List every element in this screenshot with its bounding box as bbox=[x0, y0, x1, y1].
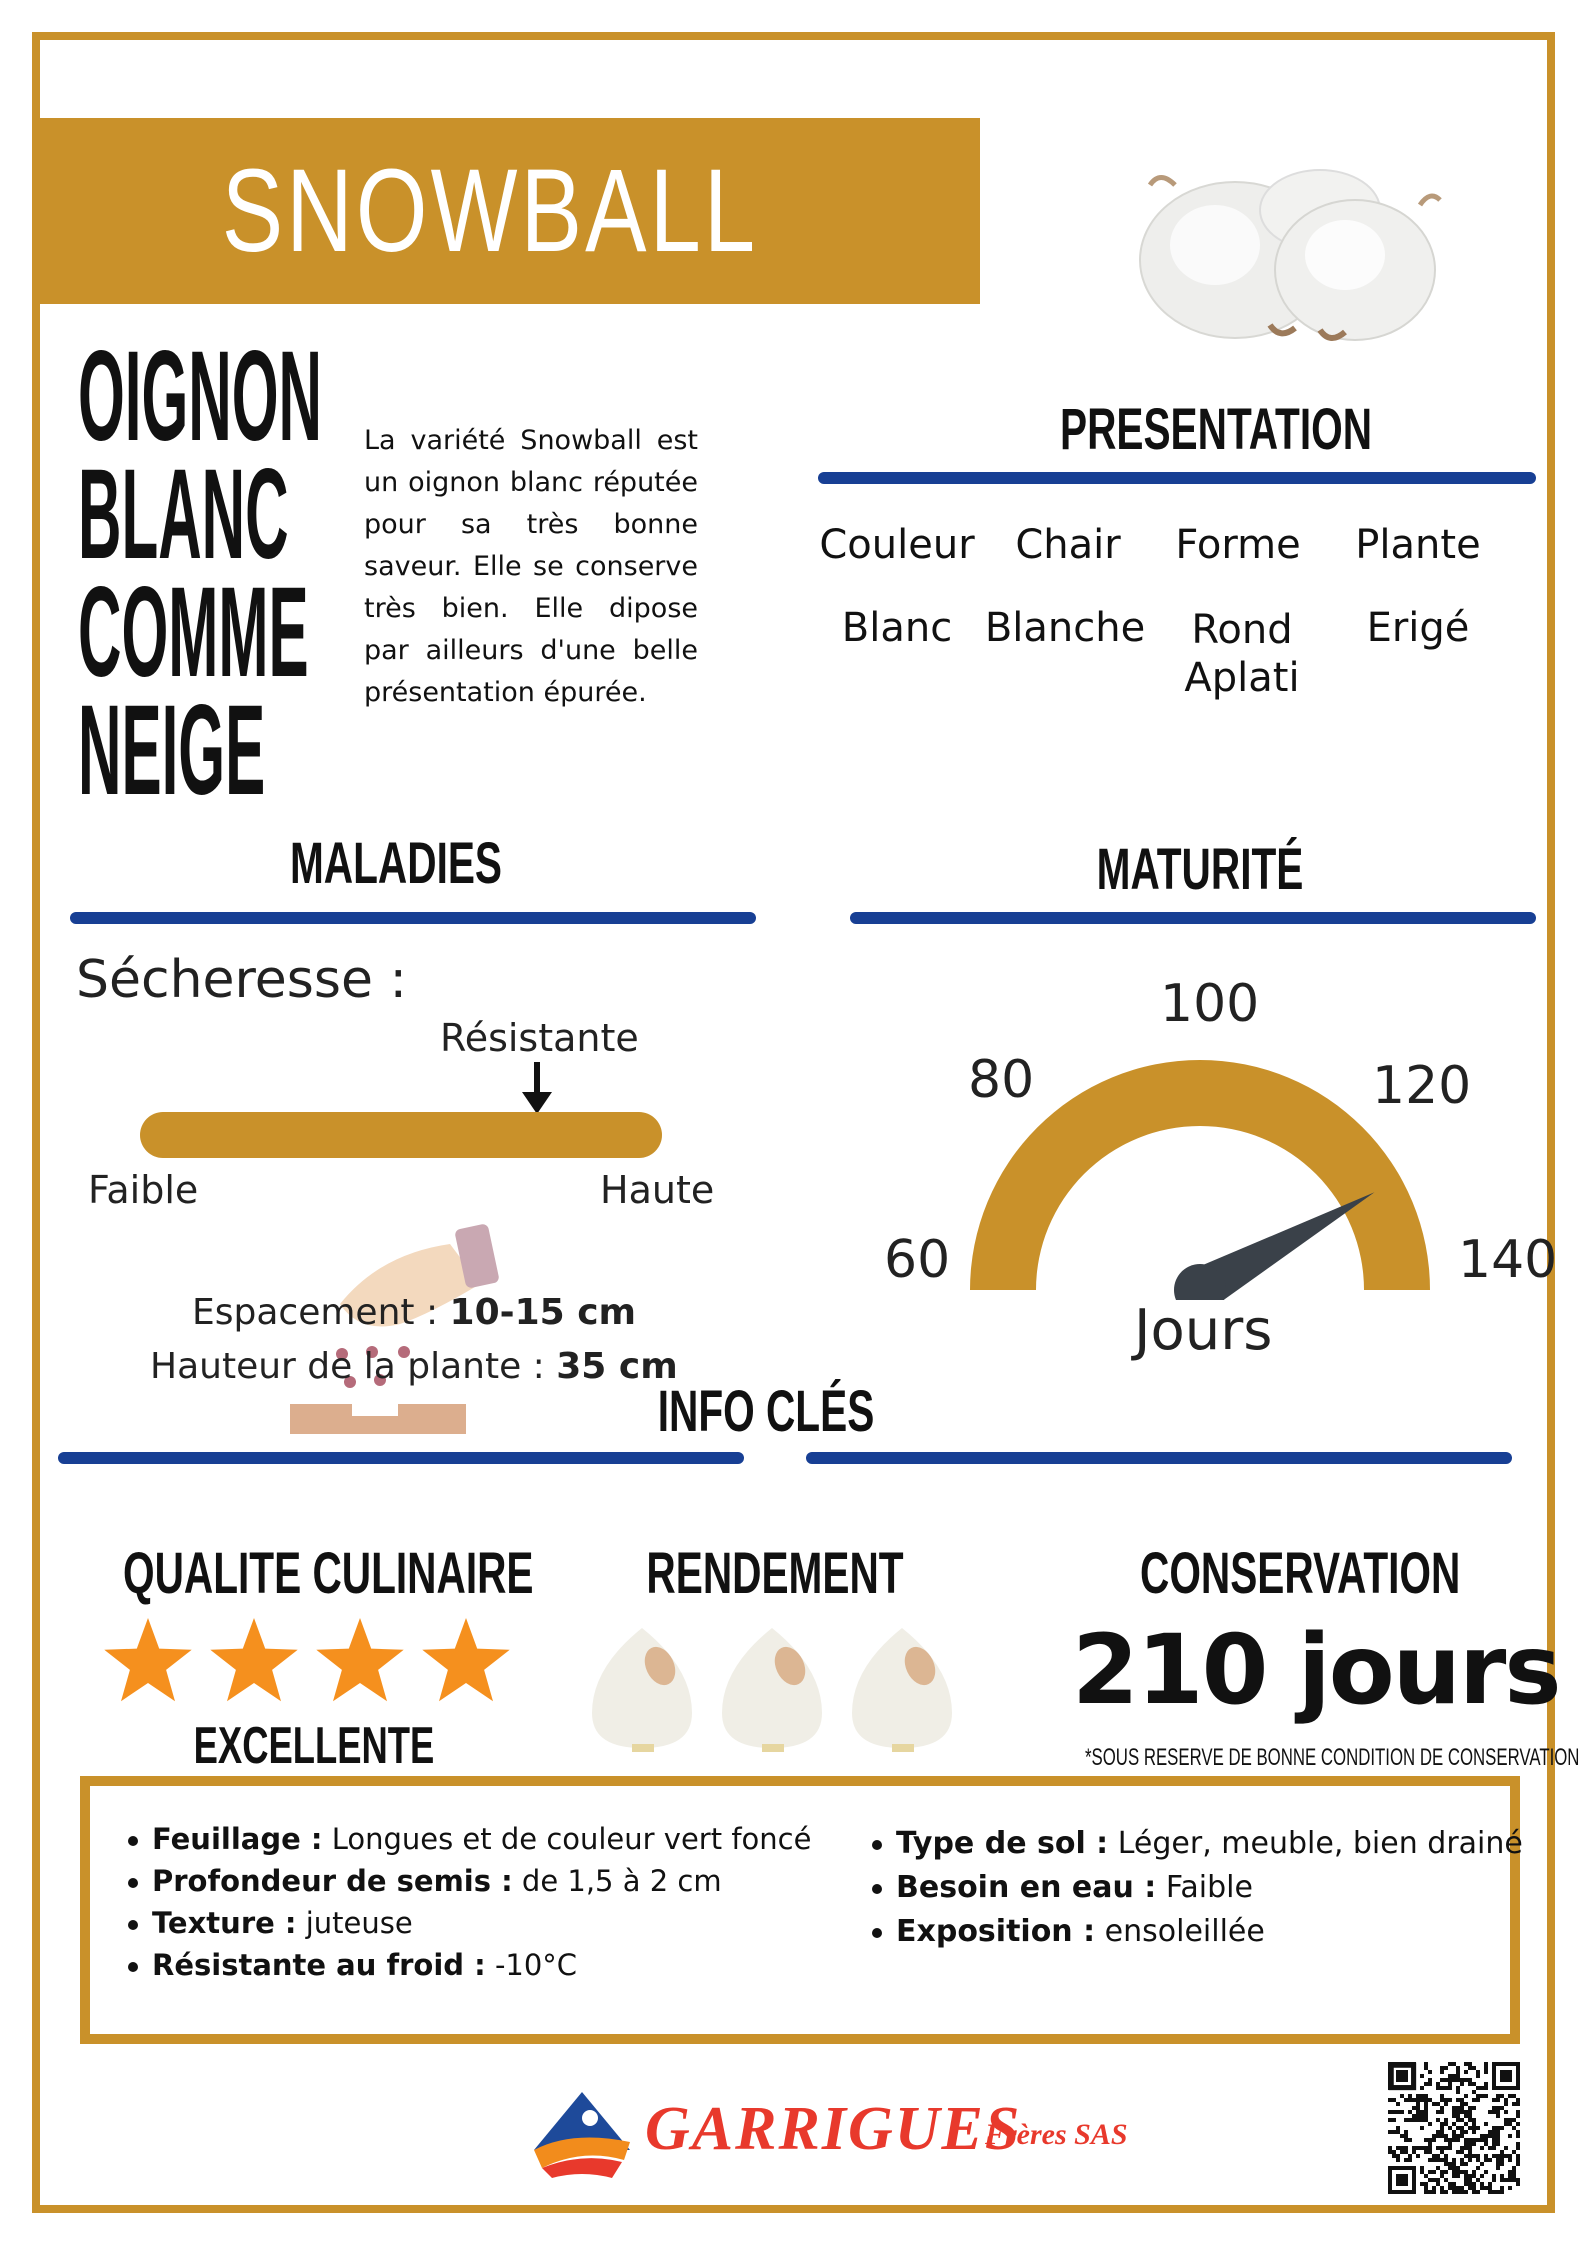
gauge-arc bbox=[970, 1060, 1430, 1290]
arrow-down-icon bbox=[518, 1062, 556, 1116]
star-rating bbox=[98, 1612, 518, 1712]
spacing-label: Espacement : bbox=[192, 1292, 439, 1333]
detail-item: Résistante au froid : -10°C bbox=[128, 1944, 811, 1986]
detail-item: Exposition : ensoleillée bbox=[872, 1910, 1523, 1954]
info-cles-title: INFO CLÉS bbox=[657, 1379, 875, 1444]
subtitle-line: COMME bbox=[78, 561, 309, 704]
spacing-row bbox=[192, 1292, 636, 1333]
gauge-tick-label: 120 bbox=[1372, 1056, 1472, 1116]
detail-item: Besoin en eau : Faible bbox=[872, 1866, 1523, 1910]
variety-subtitle bbox=[78, 325, 322, 822]
conservation-value: 210 jours bbox=[1072, 1614, 1560, 1726]
rendement-title: RENDEMENT bbox=[646, 1541, 904, 1606]
presentation-label: Chair bbox=[1015, 522, 1121, 568]
height-row bbox=[150, 1346, 678, 1387]
onion-image bbox=[1120, 150, 1460, 350]
secheresse-label: Sécheresse : bbox=[76, 950, 407, 1010]
details-right bbox=[872, 1822, 1523, 1954]
maladies-title: MALADIES bbox=[289, 831, 503, 896]
presentation-label: Couleur bbox=[819, 522, 975, 568]
yield-onion-icons bbox=[582, 1618, 972, 1758]
presentation-value: Erigé bbox=[1366, 605, 1470, 651]
brand-suffix: Frères SAS bbox=[985, 2118, 1128, 2151]
presentation-rule bbox=[818, 472, 1536, 484]
gauge-unit: Jours bbox=[1134, 1298, 1273, 1363]
star-icon bbox=[422, 1618, 509, 1701]
rating-label: EXCELLENTE bbox=[193, 1717, 435, 1775]
conservation-note: *SOUS RESERVE DE BONNE CONDITION DE CONSERVATION bbox=[1085, 1744, 1580, 1771]
detail-item: Profondeur de semis : de 1,5 à 2 cm bbox=[128, 1860, 811, 1902]
presentation-value: Blanc bbox=[841, 605, 953, 651]
maturite-title: MATURITÉ bbox=[1096, 837, 1304, 902]
conservation-title: CONSERVATION bbox=[1140, 1541, 1461, 1606]
resistance-bar bbox=[140, 1112, 662, 1158]
detail-item: Feuillage : Longues et de couleur vert foncé bbox=[128, 1818, 811, 1860]
qualite-title: QUALITE CULINAIRE bbox=[123, 1541, 534, 1606]
onion-icon bbox=[722, 1628, 822, 1752]
onion-icon bbox=[592, 1628, 692, 1752]
presentation-label: Plante bbox=[1355, 522, 1481, 568]
star-icon bbox=[210, 1618, 297, 1701]
low-label: Faible bbox=[88, 1168, 199, 1212]
details-left bbox=[128, 1818, 811, 1986]
variety-description: La variété Snowball est un oignon blanc réputée pour sa très bonne saveur. Elle se conserve très bien. Elle dipose par ailleurs d'une belle présentation épurée. bbox=[364, 425, 698, 708]
gauge-tick-label: 80 bbox=[968, 1050, 1035, 1110]
subtitle-line: NEIGE bbox=[78, 679, 266, 822]
detail-item: Texture : juteuse bbox=[128, 1902, 811, 1944]
info-rule-right bbox=[806, 1452, 1512, 1464]
subtitle-line: OIGNON bbox=[78, 325, 322, 468]
maladies-rule bbox=[70, 912, 756, 924]
info-rule-left bbox=[58, 1452, 744, 1464]
presentation-title: PRESENTATION bbox=[1060, 397, 1373, 462]
presentation-value: Rond Aplati bbox=[1184, 607, 1300, 701]
subtitle-line: BLANC bbox=[78, 443, 289, 586]
gauge-tick-label: 100 bbox=[1160, 974, 1260, 1034]
height-value: 35 cm bbox=[556, 1346, 678, 1387]
presentation-value: Blanche bbox=[984, 605, 1146, 651]
onion-icon bbox=[852, 1628, 952, 1752]
spacing-value: 10-15 cm bbox=[449, 1292, 637, 1333]
detail-item: Type de sol : Léger, meuble, bien drainé bbox=[872, 1822, 1523, 1866]
qr-code[interactable] bbox=[1388, 2062, 1520, 2194]
gauge-tick-label: 140 bbox=[1458, 1230, 1558, 1290]
brand-logo-icon bbox=[532, 2090, 632, 2180]
star-icon bbox=[104, 1618, 191, 1701]
star-icon bbox=[316, 1618, 403, 1701]
presentation-label: Forme bbox=[1175, 522, 1301, 568]
gauge-tick-label: 60 bbox=[884, 1230, 951, 1290]
high-label: Haute bbox=[600, 1168, 715, 1212]
brand-name: GARRIGUES bbox=[645, 2095, 1022, 2163]
maturite-rule bbox=[850, 912, 1536, 924]
page-title: SNOWBALL bbox=[221, 145, 759, 277]
height-label: Hauteur de la plante : bbox=[150, 1346, 545, 1387]
marker-label: Résistante bbox=[440, 1016, 639, 1060]
